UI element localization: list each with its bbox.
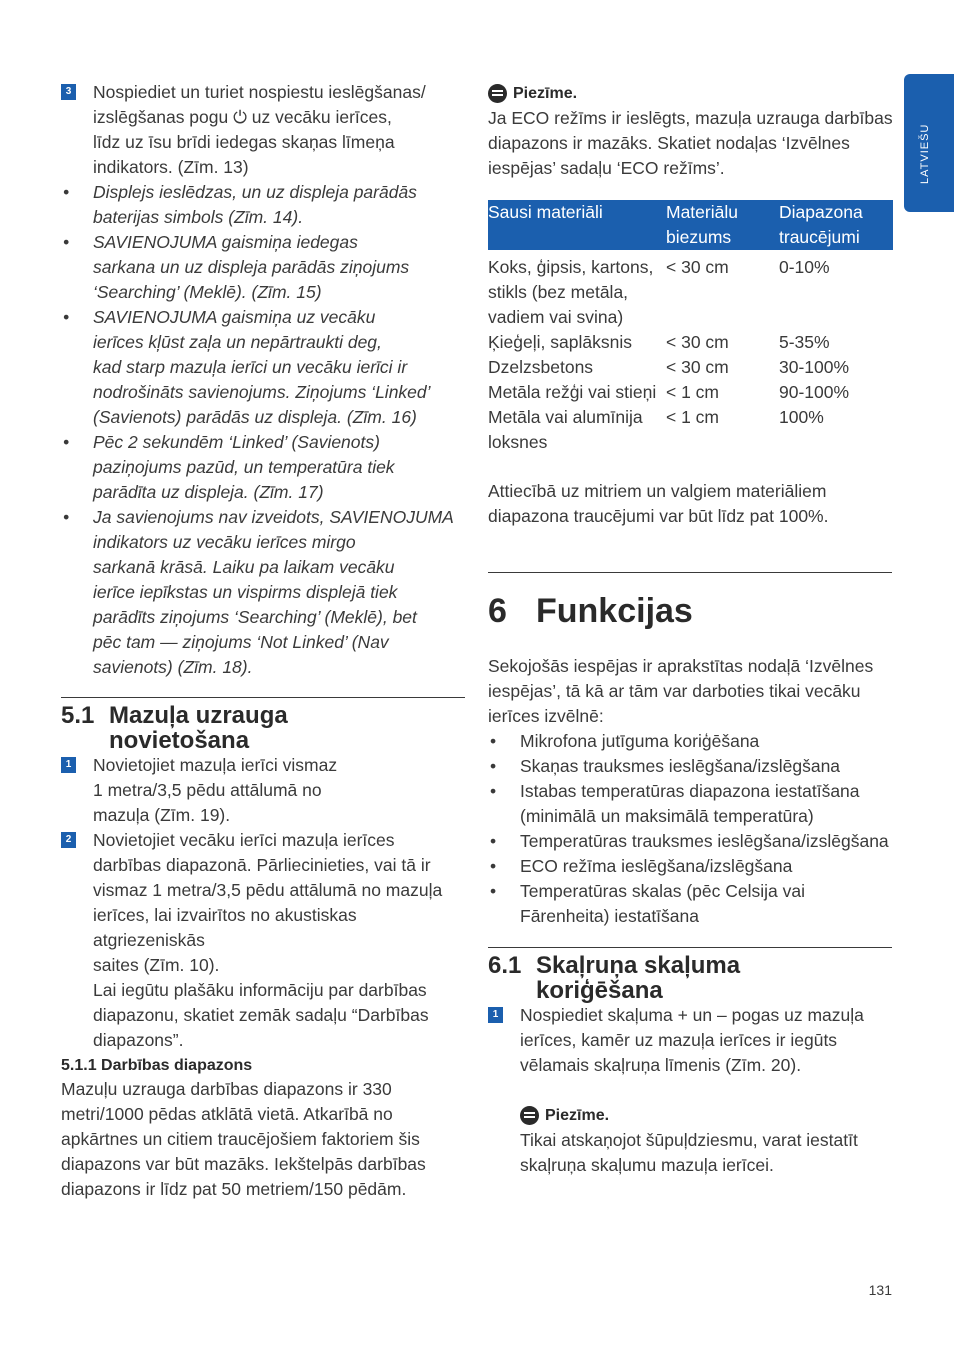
table-cell: 0-10% [779, 257, 830, 277]
chapter-body [488, 654, 898, 929]
bullet-item: • SAVIENOJUMA gaismiņa uz vecāku ierīces kļūst zaļa un nepārtraukti deg, kad starp mazuļa ierīci un vecāku ierīci ir nodrošināts savienojums. Ziņojums ‘Linked’ (Savienots) parādās uz displeja. (Zīm. 16) [61, 305, 471, 430]
note-icon [488, 84, 507, 103]
bullet-item: • Temperatūras trauksmes ieslēgšana/izslēgšana [488, 829, 898, 854]
step-1-text: Nospiediet skaļuma + un – pogas uz mazuļa ierīces, kamēr uz mazuļa ierīces ir iegūts vēlamais skaļruņa līmenis (Zīm. 20). [520, 1005, 864, 1075]
table-row [488, 255, 893, 330]
after-table-text: Attiecībā uz mitriem un valgiem materiāliem diapazona traucējumi var būt līdz pat 100%. [488, 481, 829, 526]
note-title [488, 81, 898, 106]
left-column [61, 80, 471, 680]
language-tab [904, 74, 954, 212]
table-header-cell: Materiālu biezums [666, 200, 779, 250]
section-6-1-steps [488, 1003, 898, 1078]
bullet-item: • ECO režīma ieslēgšana/izslēgšana [488, 854, 898, 879]
table-cell: Dzelzsbetons [488, 357, 594, 377]
bullet-item: • Displejs ieslēdzas, un uz displeja parādās baterijas simbols (Zīm. 14). [61, 180, 471, 230]
section-5-1-steps [61, 753, 471, 1053]
table-cell: 5-35% [779, 332, 830, 352]
step-1-text: Novietojiet mazuļa ierīci vismaz 1 metra/3,5 pēdu attālumā no mazuļa (Zīm. 19). [93, 755, 338, 825]
step-3 [61, 80, 471, 180]
chapter-bullet-list [488, 729, 898, 929]
table-header-row [488, 200, 893, 250]
table-header-cell: Diapazona traucējumi [779, 200, 893, 250]
table-cell: < 1 cm [666, 407, 720, 427]
section-divider [61, 697, 465, 698]
table-cell: Ķieģeļi, saplāksnis [488, 332, 632, 352]
bullet-item: • Istabas temperatūras diapazona iestatīšana (minimālā un maksimālā temperatūra) [488, 779, 898, 829]
note-2-text: Tikai atskaņojot šūpuļdziesmu, varat iestatīt skaļruņa skaļumu mazuļa ierīcei. [520, 1130, 858, 1175]
chapter-title: Funkcijas [536, 592, 693, 630]
table-cell: 90-100% [779, 382, 850, 402]
table-cell: 100% [779, 407, 824, 427]
bullet-item: • SAVIENOJUMA gaismiņa iedegas sarkana un uz displeja parādās ziņojums ‘Searching’ (Meklē). (Zīm. 15) [61, 230, 471, 305]
section-title-line1: Mazuļa uzrauga [109, 702, 288, 729]
note-title [520, 1103, 900, 1128]
step-number-badge: 1 [488, 1007, 503, 1023]
section-5-1-heading [61, 703, 471, 753]
bullet-item: • Ja savienojums nav izveidots, SAVIENOJUMA indikators uz vecāku ierīces mirgo sarkanā krāsā. Laiku pa laikam vecāku ierīce iepīkstas un vispirms displejā tiek parādīts ziņojums ‘Searching’ (Meklē), bet pēc tam — ziņojums ‘Not Linked’ (Nav savienots) (Zīm. 18). [61, 505, 471, 680]
step-number-badge: 3 [61, 84, 76, 100]
section-title-line2: koriģēšana [536, 977, 663, 1004]
table-row [488, 355, 893, 380]
subsection-5-1-1-text: Mazuļu uzrauga darbības diapazons ir 330 metri/1000 pēdas atklātā vietā. Atkarībā no apkārtnes un citiem traucējošiem faktoriem šis diapazons var būt mazāks. Iekštelpās darbības diapazons ir līdz pat 50 metriem/150 pēdām. [61, 1079, 426, 1199]
step-2-text: Novietojiet vecāku ierīci mazuļa ierīces darbības diapazonā. Pārliecinieties, vai tā ir vismaz 1 metra/3,5 pēdu attālumā no mazuļa ierīces, lai izvairītos no akustiskas atgriezeniskās saites (Zīm. 10). Lai iegūtu plašāku informāciju par darbības diapazonu, skatiet zemāk sadaļu “Darbības diapazons”. [93, 830, 443, 1050]
note-2 [520, 1103, 900, 1178]
chapter-heading [488, 588, 898, 634]
bullet-item: • Mikrofona jutīguma koriģēšana [488, 729, 898, 754]
bullet-item: • Pēc 2 sekundēm ‘Linked’ (Savienots) paziņojums pazūd, un temperatūra tiek parādīta uz displeja. (Zīm. 17) [61, 430, 471, 505]
section-number: 5.1 [61, 702, 95, 729]
table-cell: < 30 cm [666, 257, 729, 277]
table-cell: 30-100% [779, 357, 850, 377]
chapter-divider [488, 572, 892, 573]
chapter-intro: Sekojošās iespējas ir aprakstītas nodaļā ‘Izvēlnes iespējas’, tā kā ar tām var darboties tikai vecāku ierīces izvēlnē: [488, 656, 874, 726]
section-6-1-heading [488, 953, 898, 1003]
step-3-bullet-list [61, 180, 471, 680]
bullet-item: • Temperatūras skalas (pēc Celsija vai Fārenheita) iestatīšana [488, 879, 898, 929]
note-1 [488, 81, 898, 181]
step-number-badge: 1 [61, 757, 76, 773]
table-cell: Koks, ģipsis, kartons, stikls (bez metāla, vadiem vai svina) [488, 257, 654, 327]
table-cell: Metāla vai alumīnija loksnes [488, 407, 643, 452]
section-title-line1: Skaļruņa skaļuma [536, 952, 741, 979]
section-number: 6.1 [488, 952, 522, 979]
range-table [488, 200, 893, 455]
subsection-5-1-1-heading: 5.1.1 Darbības diapazons [61, 1057, 253, 1074]
step-number-badge: 2 [61, 832, 76, 848]
table-row [488, 330, 893, 355]
step-1 [488, 1003, 898, 1078]
table-cell: < 30 cm [666, 332, 729, 352]
bullet-item: • Skaņas trauksmes ieslēgšana/izslēgšana [488, 754, 898, 779]
step-3-text: Nospiediet un turiet nospiestu ieslēgšanas/ izslēgšanas pogu ⏻ uz vecāku ierīces, līdz uz īsu brīdi iedegas skaņas līmeņa indikators. (Zīm. 13) [93, 82, 426, 177]
page-number: 131 [868, 1282, 892, 1298]
chapter-number: 6 [488, 592, 507, 630]
table-row [488, 405, 893, 455]
table-cell: Metāla režģi vai stieņi [488, 382, 657, 402]
note-title-label: Piezīme. [513, 85, 578, 102]
note-title-label: Piezīme. [545, 1107, 610, 1124]
step-1 [61, 753, 471, 828]
note-1-text: Ja ECO režīms ir ieslēgts, mazuļa uzrauga darbības diapazons ir mazāks. Skatiet nodaļas ‘Izvēlnes iespējas’ sadaļu ‘ECO režīms’. [488, 108, 893, 178]
step-2 [61, 828, 471, 1053]
table-row [488, 380, 893, 405]
section-divider [488, 947, 892, 948]
language-tab-label: LATVIEŠU [919, 123, 931, 184]
table-header-cell: Sausi materiāli [488, 200, 666, 250]
section-title-line2: novietošana [109, 727, 250, 754]
table-cell: < 30 cm [666, 357, 729, 377]
note-icon [520, 1106, 539, 1125]
range-table-wrapper [488, 200, 893, 455]
table-cell: < 1 cm [666, 382, 720, 402]
